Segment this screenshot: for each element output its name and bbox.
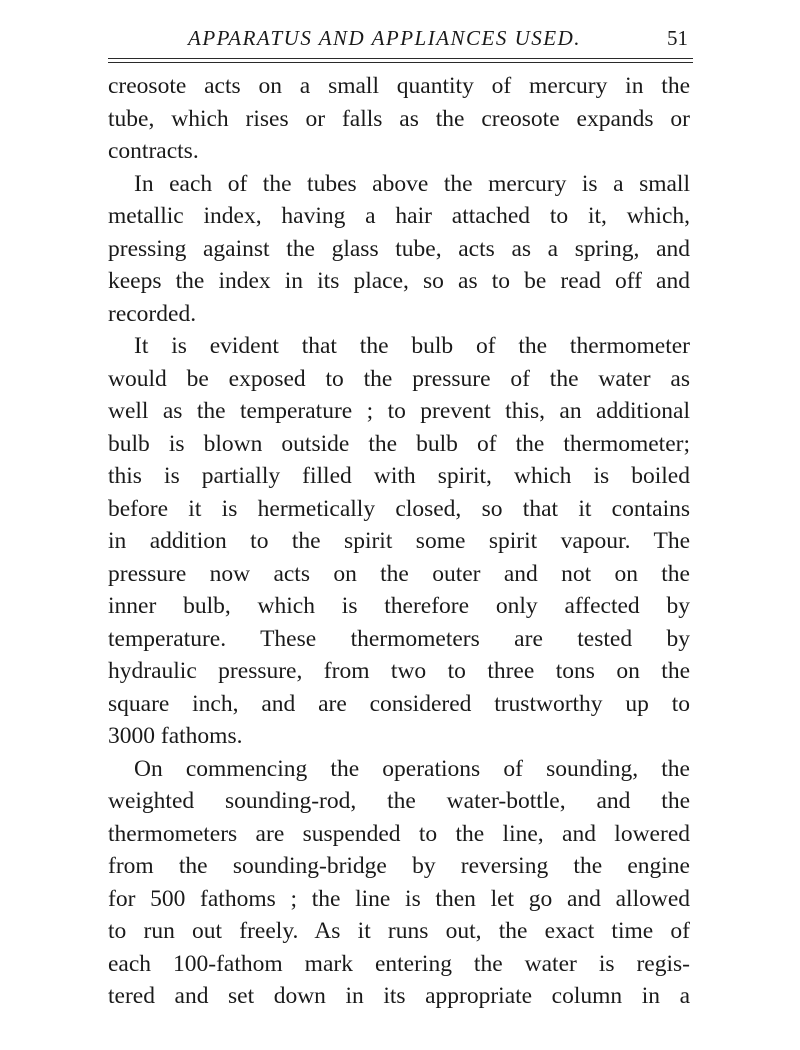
text-line: square inch, and are considered trustworthy up to (108, 690, 690, 717)
text-line: this is partially filled with spirit, which is boiled (108, 463, 690, 489)
running-head (108, 22, 690, 52)
text-line: metallic index, having a hair attached to it, which, (108, 203, 690, 229)
running-title: APPARATUS AND APPLIANCES USED. (188, 26, 582, 50)
text-line: On commencing the operations of sounding, the (134, 755, 690, 782)
text-line: bulb is blown outside the bulb of the thermometer; (108, 430, 690, 457)
header-rule-top (108, 58, 693, 59)
text-line: well as the temperature ; to prevent this, an additional (108, 398, 690, 424)
text-line: each 100-fathom mark entering the water is regis- (108, 950, 690, 977)
text-line: from the sounding-bridge by reversing the engine (108, 853, 690, 879)
text-line: in addition to the spirit some spirit vapour. The (108, 528, 690, 554)
text-line: In each of the tubes above the mercury is a small (134, 170, 690, 197)
text-line: 3000 fathoms. (108, 723, 243, 749)
text-line: tube, which rises or falls as the creosote expands or (108, 105, 690, 132)
text-line: weighted sounding-rod, the water-bottle, and the (108, 788, 690, 814)
header-rule-bottom (108, 62, 693, 63)
text-line: tered and set down in its appropriate column in a (108, 983, 690, 1009)
text-line: creosote acts on a small quantity of mercury in the (108, 73, 690, 99)
text-line: inner bulb, which is therefore only affected by (108, 593, 690, 619)
text-line: contracts. (108, 138, 199, 164)
text-line: to run out freely. As it runs out, the exact time of (108, 918, 690, 944)
text-line: thermometers are suspended to the line, and lowered (108, 820, 690, 847)
text-line: for 500 fathoms ; the line is then let go and allowed (108, 885, 690, 912)
text-line: pressing against the glass tube, acts as a spring, and (108, 235, 690, 262)
text-line: pressure now acts on the outer and not on the (108, 560, 690, 587)
text-line: would be exposed to the pressure of the water as (108, 365, 690, 392)
page-number: 51 (667, 26, 688, 50)
text-line: temperature. These thermometers are tested by (108, 625, 690, 652)
body-text (108, 70, 690, 1013)
text-line: hydraulic pressure, from two to three tons on the (108, 658, 690, 684)
text-line: before it is hermetically closed, so that it contains (108, 495, 690, 522)
text-line: recorded. (108, 300, 197, 327)
text-line: It is evident that the bulb of the thermometer (134, 333, 690, 359)
text-line: keeps the index in its place, so as to be read off and (108, 268, 690, 294)
